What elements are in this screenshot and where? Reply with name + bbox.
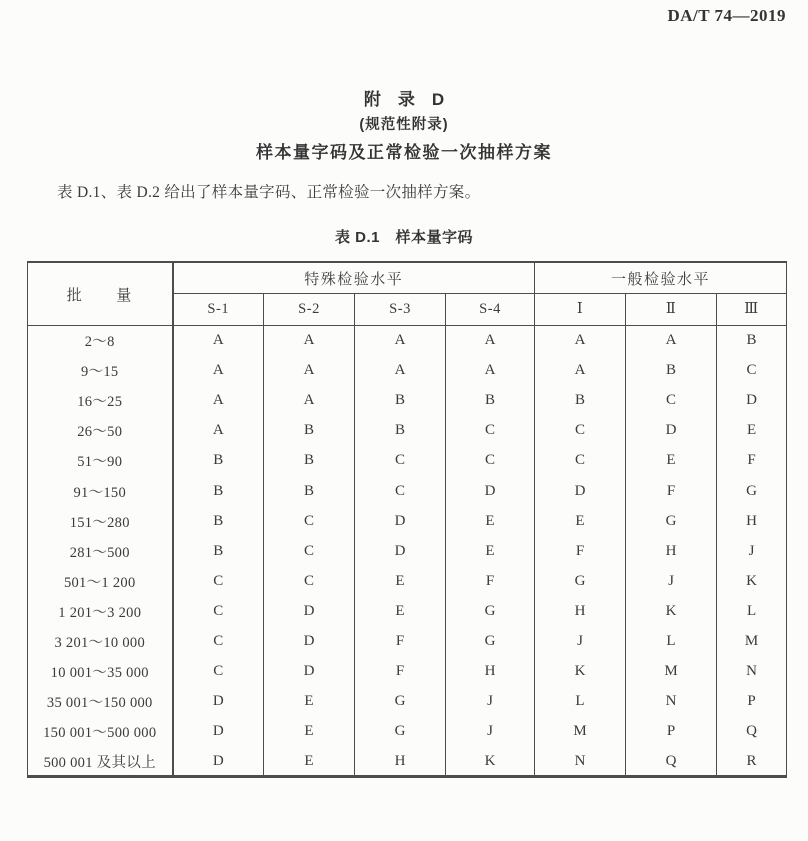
intro-paragraph: 表 D.1、表 D.2 给出了样本量字码、正常检验一次抽样方案。 <box>57 184 481 201</box>
sample-size-code-cell: N <box>717 657 787 687</box>
batch-range-cell: 26～50 <box>28 416 173 446</box>
sample-size-code-cell: D <box>355 506 446 536</box>
appendix-heading: 样本量字码及正常检验一次抽样方案 <box>256 143 552 162</box>
sample-size-code-cell: D <box>264 596 355 626</box>
sample-size-code-cell: C <box>717 356 787 386</box>
sample-size-code-cell: K <box>535 657 626 687</box>
sample-size-code-cell: B <box>173 446 264 476</box>
table-row <box>28 596 787 626</box>
appendix-subtitle: (规范性附录) <box>359 117 449 133</box>
col-header-s2: S-2 <box>264 294 355 326</box>
sample-size-code-cell: A <box>626 326 717 356</box>
batch-range-cell: 2～8 <box>28 326 173 356</box>
sample-size-code-cell: F <box>355 626 446 656</box>
sample-size-code-cell: J <box>446 717 535 747</box>
sample-size-code-cell: H <box>535 596 626 626</box>
table-row <box>28 536 787 566</box>
batch-range-cell: 35 001～150 000 <box>28 687 173 717</box>
sample-size-code-cell: G <box>355 717 446 747</box>
batch-range-cell: 150 001～500 000 <box>28 717 173 747</box>
sample-size-code-cell: C <box>535 446 626 476</box>
sample-size-code-cell: E <box>535 506 626 536</box>
sample-size-code-cell: G <box>535 566 626 596</box>
sample-size-code-cell: D <box>717 386 787 416</box>
sample-size-code-cell: L <box>717 596 787 626</box>
sample-size-code-cell: E <box>264 747 355 777</box>
col-header-batch-quantity: 批 量 <box>28 262 173 326</box>
sample-size-code-cell: E <box>446 506 535 536</box>
sample-size-code-cell: A <box>446 326 535 356</box>
sample-size-code-cell: J <box>717 536 787 566</box>
col-header-level-1: Ⅰ <box>535 294 626 326</box>
col-header-level-3: Ⅲ <box>717 294 787 326</box>
sample-size-code-cell: B <box>355 386 446 416</box>
sample-size-code-cell: C <box>535 416 626 446</box>
group-header-row <box>28 262 787 294</box>
sample-size-code-cell: A <box>446 356 535 386</box>
sample-size-code-cell: D <box>264 657 355 687</box>
sample-size-code-cell: B <box>355 416 446 446</box>
sample-size-code-cell: C <box>355 446 446 476</box>
sample-size-code-cell: F <box>355 657 446 687</box>
table-caption: 表 D.1 样本量字码 <box>334 229 473 246</box>
table-row <box>28 626 787 656</box>
col-header-level-2: Ⅱ <box>626 294 717 326</box>
sample-size-code-cell: N <box>535 747 626 777</box>
sample-size-code-cell: B <box>535 386 626 416</box>
sample-size-code-cell: K <box>626 596 717 626</box>
col-header-s3: S-3 <box>355 294 446 326</box>
table-row <box>28 326 787 356</box>
sample-size-code-cell: C <box>446 446 535 476</box>
sample-size-code-cell: A <box>173 386 264 416</box>
sample-size-code-cell: D <box>535 476 626 506</box>
table-row <box>28 386 787 416</box>
sample-size-code-cell: E <box>355 596 446 626</box>
table-header <box>28 262 787 326</box>
batch-range-cell: 151～280 <box>28 506 173 536</box>
sample-size-code-cell: F <box>535 536 626 566</box>
sample-size-code-cell: D <box>173 747 264 777</box>
sample-size-code-cell: A <box>355 326 446 356</box>
batch-range-cell: 500 001 及其以上 <box>28 747 173 777</box>
sample-size-code-cell: E <box>355 566 446 596</box>
sample-size-code-cell: A <box>264 386 355 416</box>
sample-size-code-cell: A <box>535 326 626 356</box>
batch-range-cell: 9～15 <box>28 356 173 386</box>
sample-size-code-cell: D <box>264 626 355 656</box>
sample-size-code-cell: M <box>626 657 717 687</box>
sample-size-code-cell: A <box>173 356 264 386</box>
sample-size-code-cell: D <box>173 717 264 747</box>
sample-size-code-cell: B <box>173 506 264 536</box>
sample-size-code-cell: C <box>626 386 717 416</box>
table-row <box>28 717 787 747</box>
sample-size-code-cell: G <box>626 506 717 536</box>
table-row <box>28 506 787 536</box>
sample-size-code-cell: H <box>446 657 535 687</box>
table-row <box>28 356 787 386</box>
sample-size-code-cell: B <box>717 326 787 356</box>
table-row <box>28 747 787 777</box>
sample-size-code-cell: Q <box>626 747 717 777</box>
sample-size-code-cell: G <box>355 687 446 717</box>
sample-size-code-cell: G <box>446 596 535 626</box>
sample-size-code-cell: N <box>626 687 717 717</box>
sample-size-code-cell: C <box>173 566 264 596</box>
sample-size-code-cell: H <box>626 536 717 566</box>
sample-size-code-cell: B <box>173 536 264 566</box>
batch-range-cell: 51～90 <box>28 446 173 476</box>
batch-range-cell: 281～500 <box>28 536 173 566</box>
sample-size-code-cell: C <box>446 416 535 446</box>
col-header-s1: S-1 <box>173 294 264 326</box>
sample-size-code-cell: J <box>535 626 626 656</box>
sample-size-code-cell: H <box>717 506 787 536</box>
sample-size-code-cell: B <box>264 446 355 476</box>
col-group-special-inspection-levels: 特殊检验水平 <box>173 262 535 294</box>
sample-size-code-cell: C <box>355 476 446 506</box>
batch-range-cell: 16～25 <box>28 386 173 416</box>
appendix-title: 附 录 D <box>363 90 445 109</box>
table-row <box>28 476 787 506</box>
table-row <box>28 566 787 596</box>
sample-size-code-cell: M <box>535 717 626 747</box>
sample-size-code-cell: C <box>173 657 264 687</box>
sample-size-code-cell: R <box>717 747 787 777</box>
table-row <box>28 446 787 476</box>
sample-size-code-cell: D <box>355 536 446 566</box>
sample-size-code-cell: P <box>717 687 787 717</box>
batch-range-cell: 10 001～35 000 <box>28 657 173 687</box>
sample-size-code-cell: J <box>626 566 717 596</box>
sample-size-code-cell: G <box>717 476 787 506</box>
table-row <box>28 416 787 446</box>
sample-size-code-cell: B <box>173 476 264 506</box>
sample-size-code-cell: B <box>264 416 355 446</box>
sample-size-code-cell: Q <box>717 717 787 747</box>
batch-range-cell: 3 201～10 000 <box>28 626 173 656</box>
sample-size-code-cell: A <box>264 356 355 386</box>
sample-size-code-cell: E <box>264 717 355 747</box>
sample-size-code-cell: K <box>446 747 535 777</box>
sample-size-code-cell: B <box>626 356 717 386</box>
sample-size-code-cell: A <box>264 326 355 356</box>
sample-size-code-cell: C <box>173 626 264 656</box>
sample-size-code-cell: C <box>173 596 264 626</box>
sample-size-code-cell: E <box>717 416 787 446</box>
sample-size-code-cell: D <box>173 687 264 717</box>
sample-size-code-cell: M <box>717 626 787 656</box>
sample-size-code-cell: K <box>717 566 787 596</box>
sample-size-code-cell: B <box>446 386 535 416</box>
batch-range-cell: 1 201～3 200 <box>28 596 173 626</box>
sample-size-code-cell: H <box>355 747 446 777</box>
sample-size-code-cell: F <box>717 446 787 476</box>
col-header-s4: S-4 <box>446 294 535 326</box>
sample-size-code-cell: L <box>626 626 717 656</box>
col-group-general-inspection-levels: 一般检验水平 <box>535 262 787 294</box>
sample-size-code-cell: L <box>535 687 626 717</box>
sample-size-code-cell: E <box>626 446 717 476</box>
sample-size-code-cell: A <box>173 326 264 356</box>
batch-range-cell: 501～1 200 <box>28 566 173 596</box>
sample-size-code-cell: G <box>446 626 535 656</box>
sample-size-code-cell: C <box>264 536 355 566</box>
sample-size-code-cell: E <box>264 687 355 717</box>
sample-size-code-cell: F <box>446 566 535 596</box>
sample-size-code-table <box>27 261 787 778</box>
sample-size-code-cell: E <box>446 536 535 566</box>
sample-size-code-cell: C <box>264 566 355 596</box>
sample-size-code-cell: P <box>626 717 717 747</box>
sample-size-code-cell: B <box>264 476 355 506</box>
sample-size-code-cell: A <box>535 356 626 386</box>
sample-size-code-cell: J <box>446 687 535 717</box>
sample-size-code-cell: A <box>173 416 264 446</box>
batch-range-cell: 91～150 <box>28 476 173 506</box>
sample-size-code-cell: C <box>264 506 355 536</box>
sample-size-code-cell: A <box>355 356 446 386</box>
table-row <box>28 657 787 687</box>
sample-size-code-cell: D <box>626 416 717 446</box>
standard-number: DA/T 74—2019 <box>667 6 786 25</box>
sample-size-code-cell: D <box>446 476 535 506</box>
table-row <box>28 687 787 717</box>
sample-size-code-cell: F <box>626 476 717 506</box>
table-body <box>28 326 787 777</box>
